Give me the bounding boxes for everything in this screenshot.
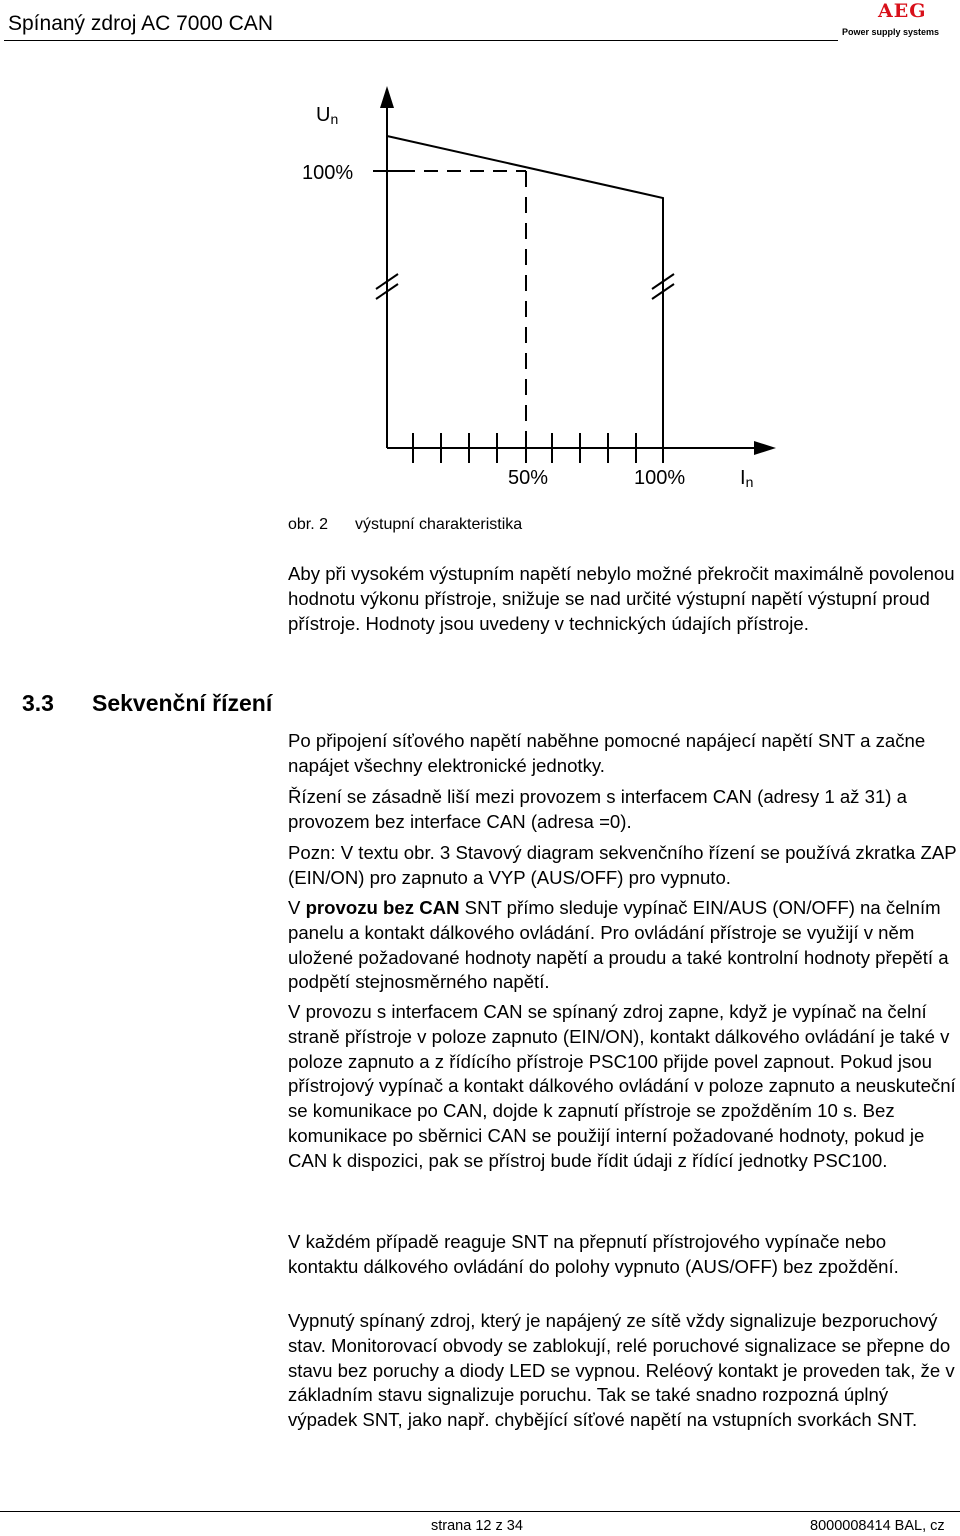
section-number: 3.3: [22, 690, 54, 716]
figure-caption: [288, 516, 522, 534]
intro-paragraph: Aby při vysokém výstupním napětí nebylo možné překročit maximálně povolenou hodnotu výkonu přístroje, snižuje se nad určité výstupní napětí výstupní proud přístroje. Hodnoty jsou uvedeny v technických údajích přístroje.: [288, 563, 955, 634]
x-axis-arrow: [754, 441, 776, 455]
x-tick-label-100: 100%: [634, 467, 686, 489]
paragraph-fault-signal: Vypnutý spínaný zdroj, který je napájený ze sítě vždy signalizuje bezporuchový stav. Monitorovací obvody se zablokují, relé poruchové signalizace se přepne do stavu bez poruchy a diody LED se vypnou. Reléový kontakt je proveden tak, že v základním stavu signalizuje poruchu. Tak se také snadno rozpozná úplný výpadek SNT, jako např. chybějící síťové napětí na vstupních svorkách SNT.: [288, 1310, 955, 1431]
paragraph-can-modes: Řízení se zásadně liší mezi provozem s interfacem CAN (adresy 1 až 31) a provozem bez interface CAN (adresa =0).: [288, 786, 908, 832]
caption-text: výstupní charakteristika: [355, 516, 523, 533]
paragraph-note: Pozn: V textu obr. 3 Stavový diagram sekvenčního řízení se používá zkratka ZAP (EIN/ON) pro zapnuto a VYP (AUS/OFF) pro vypnuto.: [288, 842, 957, 888]
section-heading: [22, 690, 272, 717]
section-title: Sekvenční řízení: [92, 690, 273, 716]
logo-brand: AEG: [878, 0, 927, 22]
y-axis-label: Un: [316, 104, 339, 127]
y-axis-arrow: [380, 86, 394, 108]
paragraph-power-up: Po připojení síťového napětí naběhne pomocné napájecí napětí SNT a začne napájet všechny elektronické jednotky.: [288, 730, 926, 776]
x-tick-label-50: 50%: [508, 467, 549, 489]
paragraph-with-can: V provozu s interfacem CAN se spínaný zdroj zapne, když je vypínač na čelní straně přístroje v poloze zapnuto (EIN/ON), kontakt dálkového ovládání je také v poloze zapnuto a z řídícího přístroje PSC100 přijde povel zapnout. Pokud jsou přístrojový vypínač a kontakt dálkového ovládání v poloze zapnuto a neuskuteční se komunikace po CAN, dojde k zapnutí přístroje se zpožděním 10 s. Bez komunikace po sběrnici CAN se použijí interní požadované hodnoty, pokud je CAN k dispozici, pak se přístroj bude řídit údaji z řídící jednotky PSC100.: [288, 1001, 956, 1171]
page-number: strana 12 z 34: [431, 1518, 523, 1534]
paragraph-without-can: V provozu bez CAN SNT přímo sleduje vypínač EIN/AUS (ON/OFF) na čelním panelu a kontakt dálkového ovládání. Pro ovládání přístroje se využijí v něm uložené požadované hodnoty napětí a proudu a také kontrolní hodnoty přepětí a podpětí stejnosměrného napětí.: [288, 897, 949, 993]
footer-divider: [0, 1511, 960, 1512]
caption-number: obr. 2: [288, 516, 329, 533]
x-axis-label: In: [740, 467, 754, 490]
document-id: 8000008414 BAL, cz: [810, 1518, 945, 1534]
emphasis-without-can: provozu bez CAN: [305, 897, 460, 918]
y-tick-label: 100%: [302, 162, 354, 184]
logo-tagline: Power supply systems: [842, 27, 940, 37]
paragraph-switch-off: V každém případě reaguje SNT na přepnutí přístrojového vypínače nebo kontaktu dálkového ovládání do polohy vypnuto (AUS/OFF) bez zpoždění.: [288, 1231, 899, 1277]
output-characteristic-diagram: [0, 0, 960, 500]
document-header-title: Spínaný zdroj AC 7000 CAN: [8, 12, 273, 35]
